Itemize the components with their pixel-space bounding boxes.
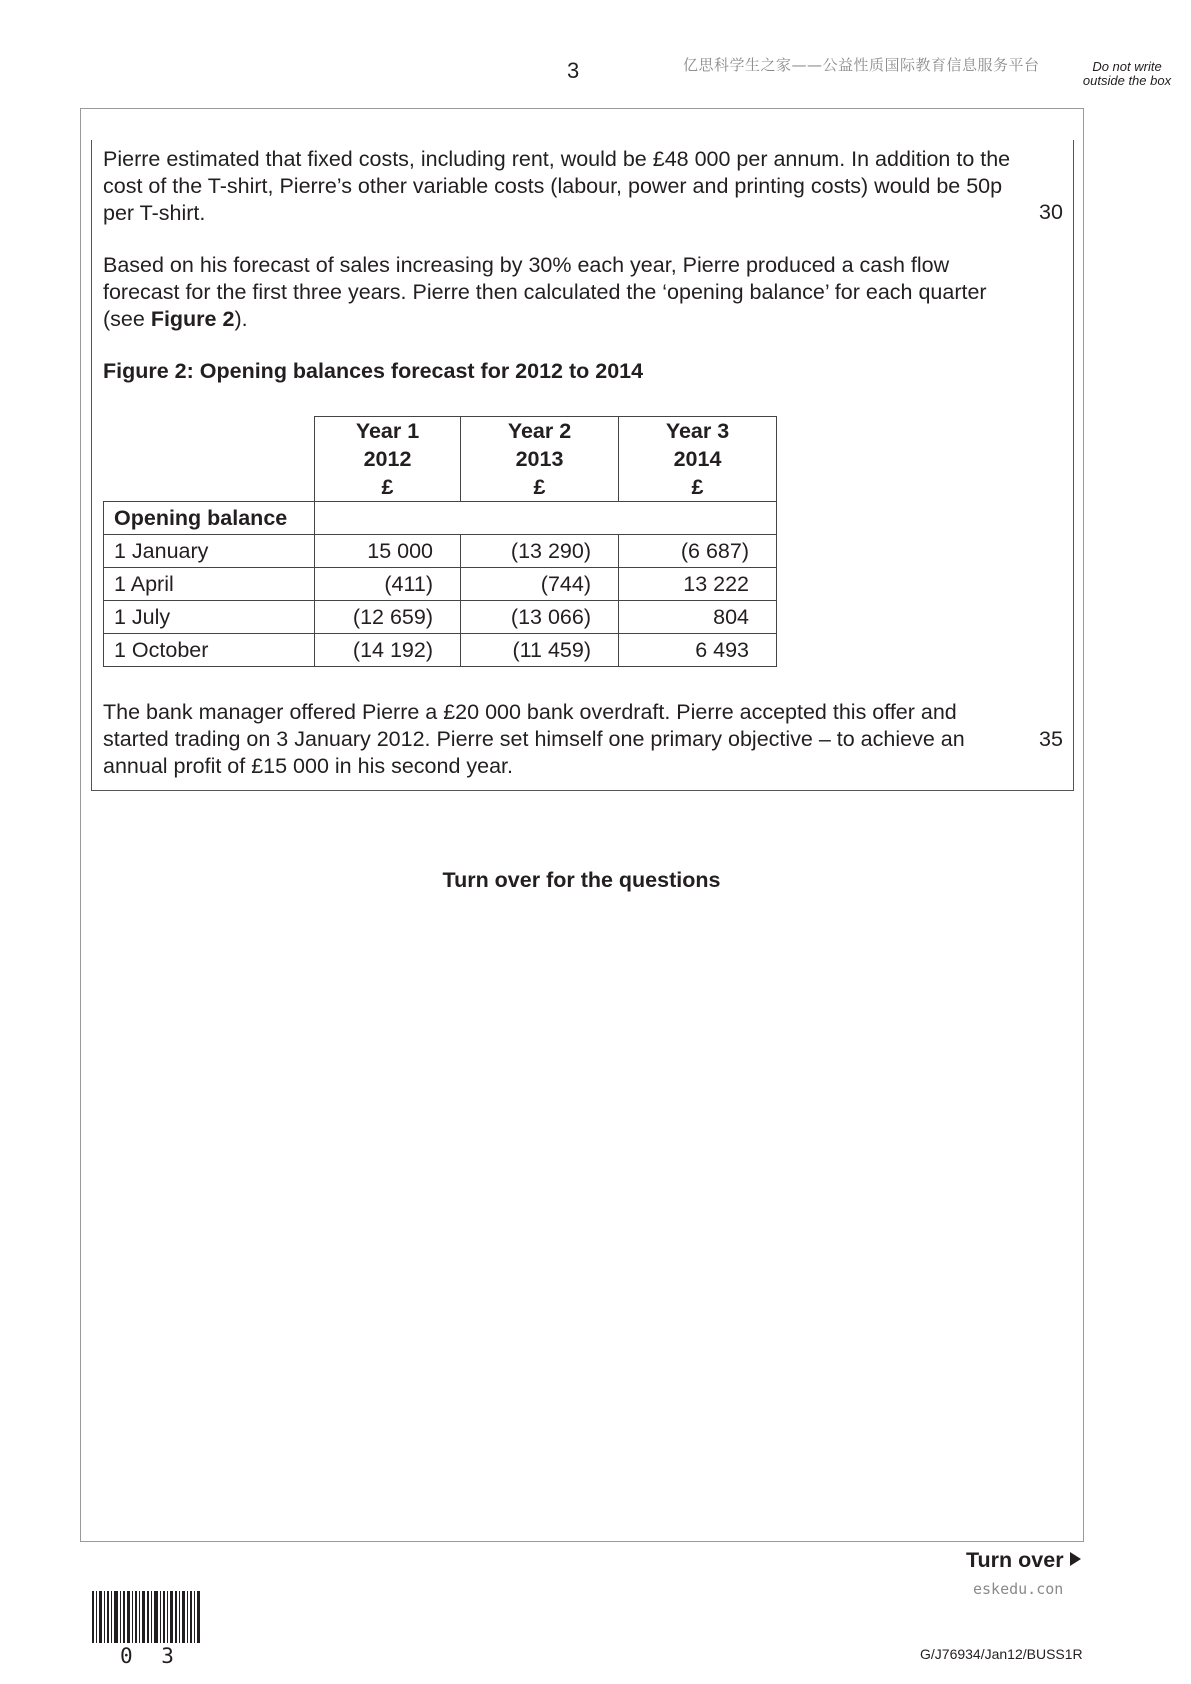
column-year: Year 1 <box>355 419 420 443</box>
turn-over-for-questions: Turn over for the questions <box>442 868 721 892</box>
line-number-30: 30 <box>1039 200 1063 224</box>
column-date: 2012 <box>363 447 412 471</box>
section-empty-cell <box>315 502 777 535</box>
cell-value: 15 000 <box>315 535 461 568</box>
paper-reference-code: G/J76934/Jan12/BUSS1R <box>920 1646 1083 1662</box>
cell-value: 13 222 <box>619 568 777 601</box>
turn-over-label <box>966 1548 1081 1573</box>
barcode-number: 0 3 <box>120 1644 182 1668</box>
page-number: 3 <box>567 58 580 83</box>
margin-note: Do not write outside the box <box>1082 59 1172 88</box>
paragraph-cash-flow-text: Based on his forecast of sales increasing by 30% each year, Pierre produced a cash flow forecast for the first three years. Pierre then calculated the ‘opening balance’ for each quarter (see <box>103 253 987 331</box>
column-header-year-3 <box>619 417 777 502</box>
cell-value: (11 459) <box>461 634 619 667</box>
table-row <box>104 568 777 601</box>
column-date: 2014 <box>673 447 722 471</box>
paragraph-fixed-costs: Pierre estimated that fixed costs, including rent, would be £48 000 per annum. In addition to the cost of the T-shirt, Pierre’s other variable costs (labour, power and printing costs) would be 50p per T-shirt. <box>103 147 1011 225</box>
column-unit: £ <box>691 475 704 499</box>
section-label: Opening balance <box>104 502 315 535</box>
watermark-bottom: eskedu.con <box>973 1580 1064 1598</box>
opening-balances-table <box>103 416 777 667</box>
table-row <box>104 634 777 667</box>
turn-over-text: Turn over <box>966 1548 1064 1572</box>
watermark-top: 亿思科学生之家——公益性质国际教育信息服务平台 <box>683 56 1040 74</box>
row-label: 1 January <box>104 535 315 568</box>
table-corner <box>104 417 315 502</box>
table-section-row <box>104 502 777 535</box>
cell-value: 6 493 <box>619 634 777 667</box>
row-label: 1 July <box>104 601 315 634</box>
cell-value: (14 192) <box>315 634 461 667</box>
barcode-icon <box>92 1591 200 1643</box>
cell-value: 804 <box>619 601 777 634</box>
column-unit: £ <box>381 475 394 499</box>
column-header-year-2 <box>461 417 619 502</box>
figure-title: Figure 2: Opening balances forecast for 2012 to 2014 <box>103 359 644 383</box>
line-number-35: 35 <box>1039 727 1063 751</box>
paragraph-overdraft: The bank manager offered Pierre a £20 000 bank overdraft. Pierre accepted this offer and started trading on 3 January 2012. Pierre set himself one primary objective – to achieve an annual profit of £15 000 in his second year. <box>103 700 965 778</box>
table-row <box>104 535 777 568</box>
cell-value: (12 659) <box>315 601 461 634</box>
cell-value: (6 687) <box>619 535 777 568</box>
row-label: 1 April <box>104 568 315 601</box>
triangle-right-icon <box>1070 1552 1081 1566</box>
column-header-year-1 <box>315 417 461 502</box>
column-year: Year 3 <box>665 419 730 443</box>
cell-value: (13 290) <box>461 535 619 568</box>
cell-value: (411) <box>315 568 461 601</box>
column-unit: £ <box>533 475 546 499</box>
figure-reference: Figure 2 <box>150 307 235 331</box>
row-label: 1 October <box>104 634 315 667</box>
column-year: Year 2 <box>507 419 572 443</box>
column-date: 2013 <box>515 447 564 471</box>
table-row <box>104 601 777 634</box>
paragraph-cash-flow-end: ). <box>234 307 248 331</box>
table-header-row <box>104 417 777 502</box>
cell-value: (744) <box>461 568 619 601</box>
cell-value: (13 066) <box>461 601 619 634</box>
paragraph-cash-flow <box>103 252 1023 333</box>
